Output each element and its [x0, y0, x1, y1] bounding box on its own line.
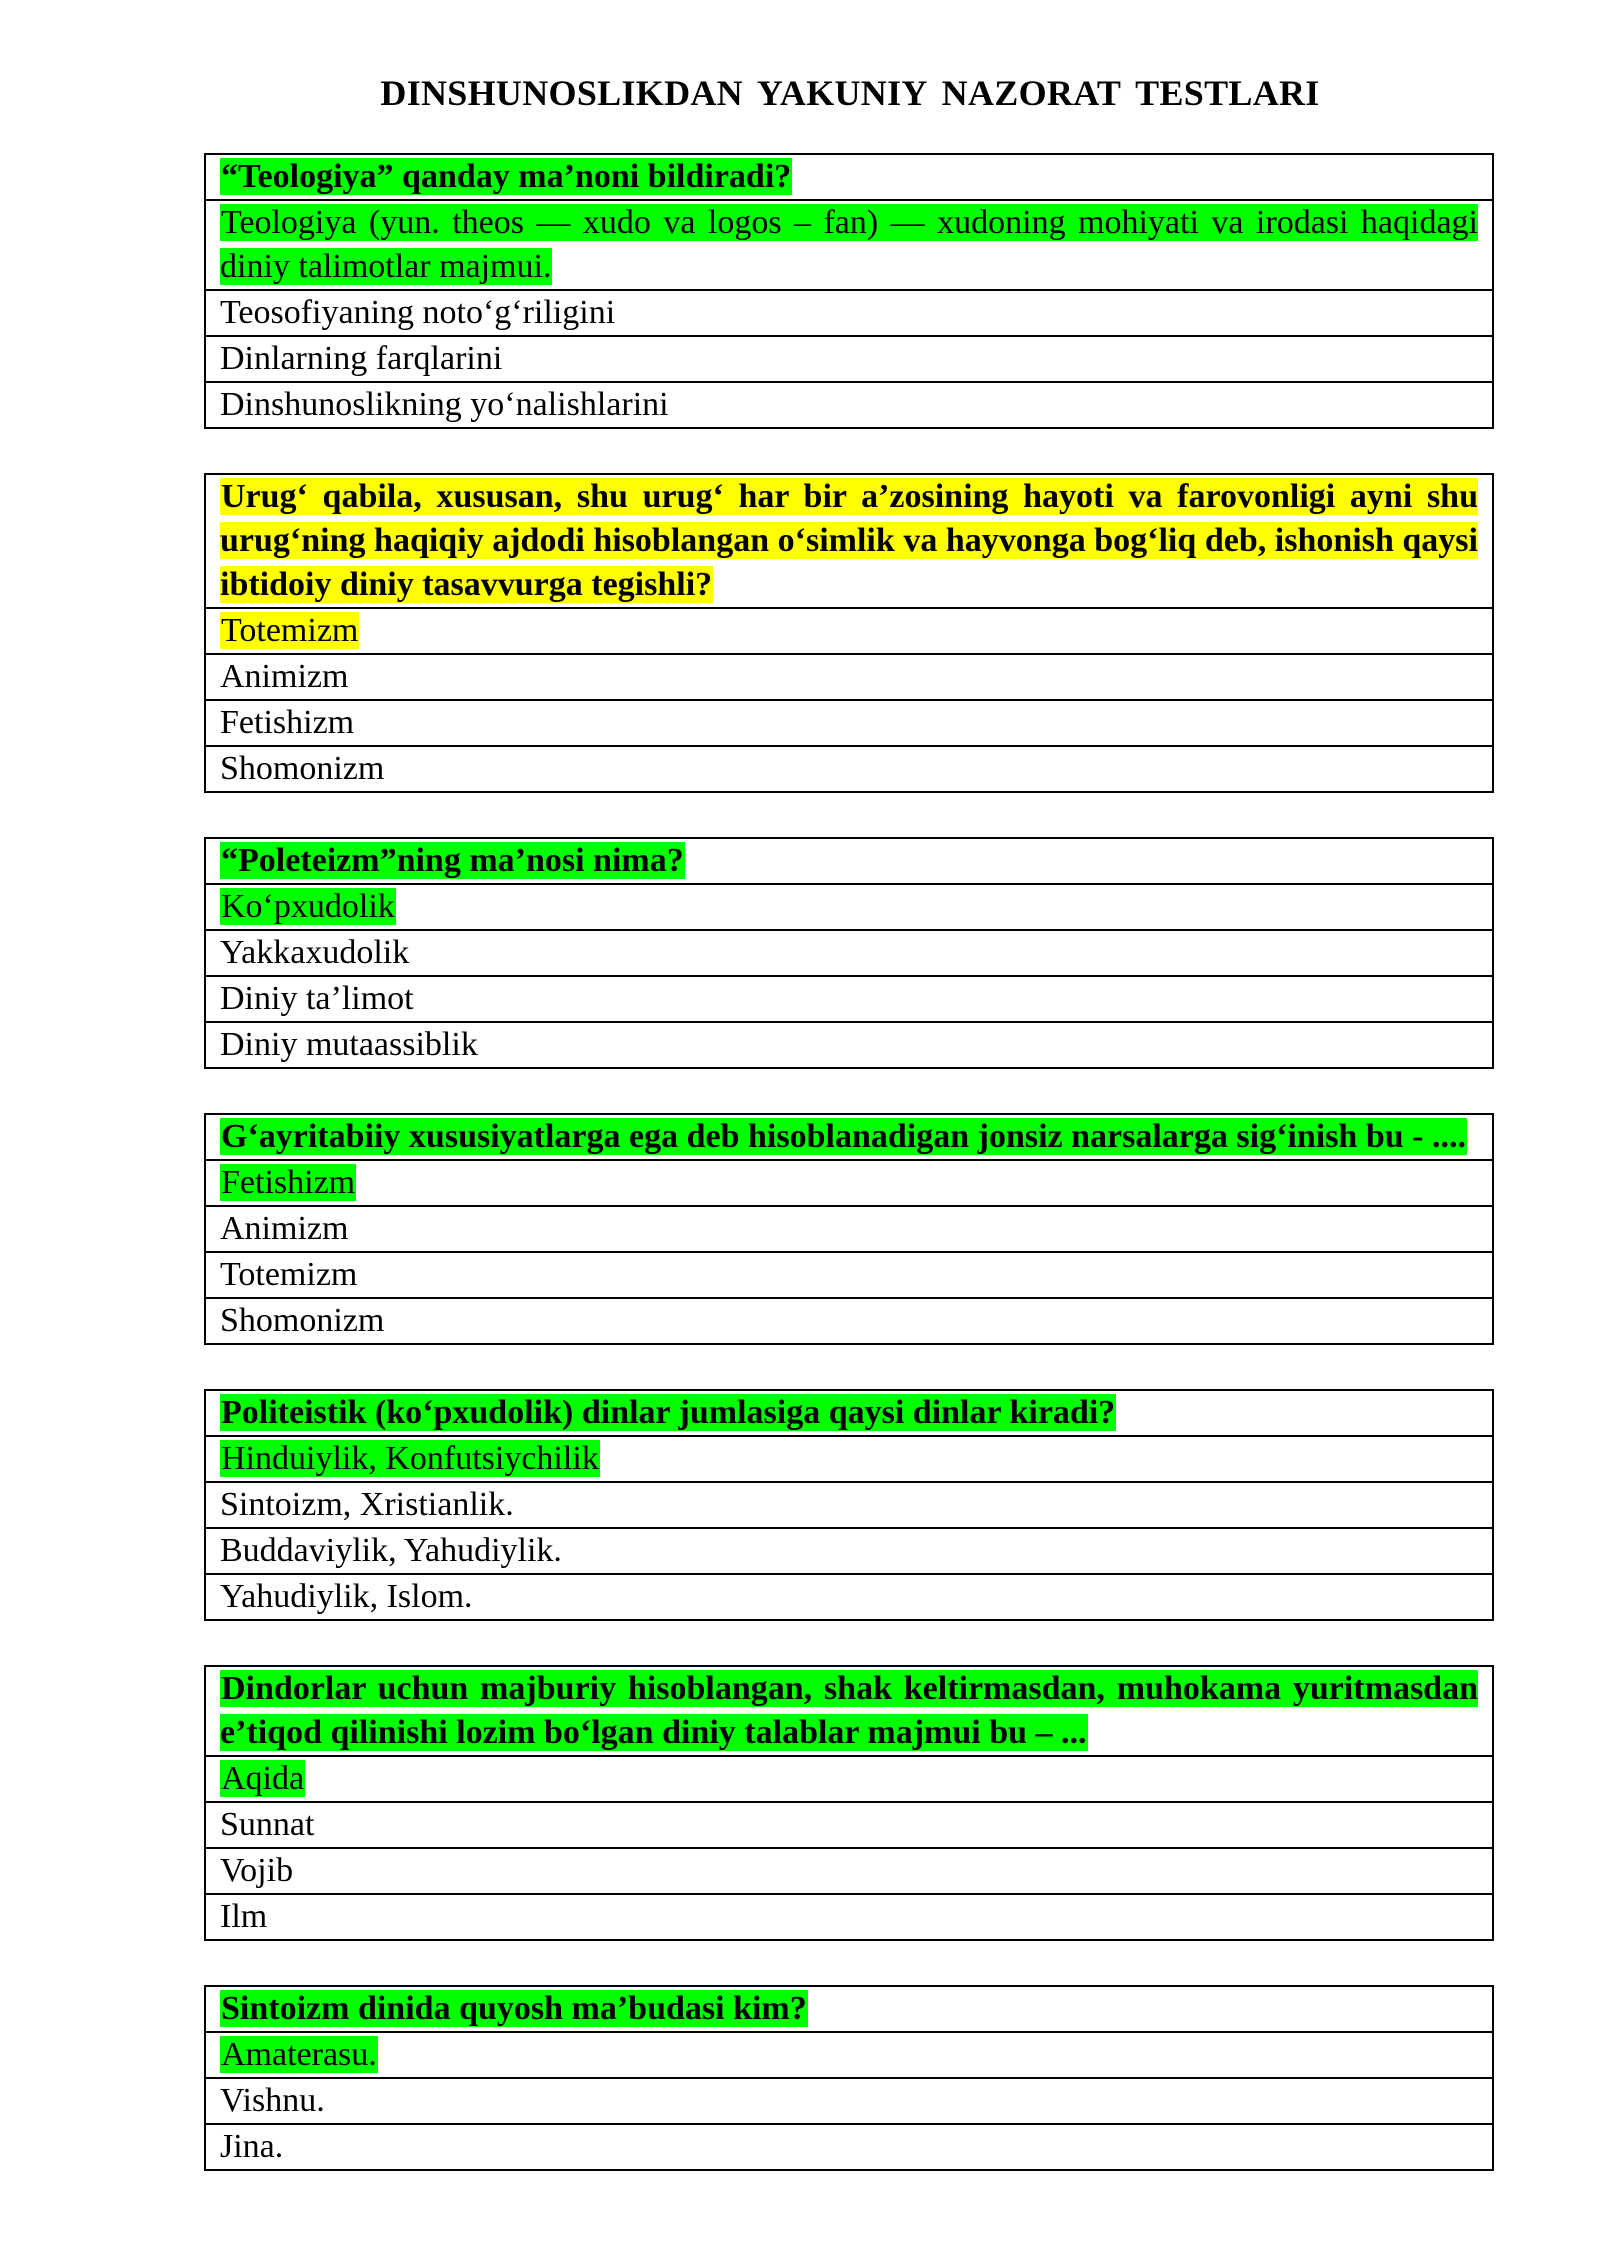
question-block	[204, 1985, 1494, 2171]
answer-cell	[205, 700, 1493, 746]
question-cell	[205, 838, 1493, 884]
answer-cell	[205, 1252, 1493, 1298]
correct-answer-text: Amaterasu.	[221, 2036, 377, 2073]
answer-cell	[205, 746, 1493, 792]
answer-row	[205, 2032, 1493, 2078]
answer-row	[205, 1528, 1493, 1574]
answer-cell	[205, 1894, 1493, 1940]
correct-answer-text: Aqida	[221, 1760, 305, 1797]
question-cell	[205, 474, 1493, 608]
answer-cell	[205, 976, 1493, 1022]
question-cell	[205, 1666, 1493, 1756]
answer-row	[205, 1894, 1493, 1940]
answer-text: Jina.	[220, 2128, 284, 2165]
answer-text: Animizm	[220, 658, 349, 695]
correct-answer-text: Totemizm	[221, 612, 359, 649]
correct-answer-cell	[205, 2032, 1493, 2078]
question-text: “Teologiya” qanday ma’noni bildiradi?	[221, 158, 792, 195]
answer-cell	[205, 336, 1493, 382]
correct-answer-text: Ko‘pxudolik	[221, 888, 395, 925]
question-row	[205, 1114, 1493, 1160]
answer-cell	[205, 654, 1493, 700]
answer-text: Sunnat	[220, 1806, 315, 1843]
answer-cell	[205, 1574, 1493, 1620]
answer-cell	[205, 930, 1493, 976]
question-text: Urug‘ qabila, xususan, shu urug‘ har bir a’zosining hayoti va farovonligi ayni shu urug‘ning haqiqiy ajdodi hisoblangan o‘simlik va hayvonga bog‘liq deb, ishonish qaysi ibtidoiy diniy tasavvurga tegishli?	[220, 478, 1478, 603]
question-cell	[205, 154, 1493, 200]
question-row	[205, 838, 1493, 884]
correct-answer-cell	[205, 1160, 1493, 1206]
answer-row	[205, 1802, 1493, 1848]
correct-answer-cell	[205, 884, 1493, 930]
answer-text: Ilm	[220, 1898, 268, 1935]
question-row	[205, 1390, 1493, 1436]
answer-text: Diniy mutaassiblik	[220, 1026, 478, 1063]
correct-answer-cell	[205, 200, 1493, 290]
question-block	[204, 153, 1494, 429]
answer-text: Fetishizm	[220, 704, 355, 741]
answer-row	[205, 1756, 1493, 1802]
answer-text: Vishnu.	[220, 2082, 325, 2119]
question-row	[205, 154, 1493, 200]
answer-row	[205, 1160, 1493, 1206]
correct-answer-text: Hinduiylik, Konfutsiychilik	[221, 1440, 599, 1477]
answer-text: Shomonizm	[220, 1302, 385, 1339]
answer-cell	[205, 1802, 1493, 1848]
answer-cell	[205, 2124, 1493, 2170]
answer-text: Vojib	[220, 1852, 294, 1889]
question-row	[205, 1666, 1493, 1756]
answer-text: Yahudiylik, Islom.	[220, 1578, 473, 1615]
answer-row	[205, 1436, 1493, 1482]
question-text: Sintoizm dinida quyosh ma’budasi kim?	[221, 1990, 807, 2027]
answer-text: Animizm	[220, 1210, 349, 1247]
answer-row	[205, 200, 1493, 290]
answer-cell	[205, 1022, 1493, 1068]
correct-answer-cell	[205, 1756, 1493, 1802]
question-row	[205, 1986, 1493, 2032]
question-text: Politeistik (ko‘pxudolik) dinlar jumlasiga qaysi dinlar kiradi?	[221, 1394, 1116, 1431]
answer-row	[205, 608, 1493, 654]
correct-answer-cell	[205, 608, 1493, 654]
answer-cell	[205, 1482, 1493, 1528]
question-block	[204, 1389, 1494, 1621]
question-block	[204, 837, 1494, 1069]
answer-cell	[205, 382, 1493, 428]
answer-row	[205, 336, 1493, 382]
question-cell	[205, 1986, 1493, 2032]
page-title: DINSHUNOSLIKDAN YAKUNIY NAZORAT TESTLARI	[380, 73, 1320, 113]
answer-row	[205, 1482, 1493, 1528]
answer-row	[205, 382, 1493, 428]
answer-text: Yakkaxudolik	[220, 934, 410, 971]
question-block	[204, 473, 1494, 793]
answer-row	[205, 290, 1493, 336]
question-block	[204, 1113, 1494, 1345]
answer-text: Sintoizm, Xristianlik.	[220, 1486, 514, 1523]
answer-row	[205, 1252, 1493, 1298]
answer-text: Dinlarning farqlarini	[220, 340, 503, 377]
answer-text: Buddaviylik, Yahudiylik.	[220, 1532, 562, 1569]
answer-row	[205, 700, 1493, 746]
answer-text: Teosofiyaning noto‘g‘riligini	[220, 294, 616, 331]
question-cell	[205, 1390, 1493, 1436]
answer-cell	[205, 290, 1493, 336]
answer-row	[205, 2124, 1493, 2170]
answer-row	[205, 1206, 1493, 1252]
answer-row	[205, 1848, 1493, 1894]
answer-cell	[205, 1206, 1493, 1252]
question-list	[204, 153, 1494, 2215]
correct-answer-cell	[205, 1436, 1493, 1482]
question-text: Dindorlar uchun majburiy hisoblangan, shak keltirmasdan, muhokama yuritmasdan e’tiqod qilinishi lozim bo‘lgan diniy talablar majmui bu – ...	[220, 1670, 1478, 1751]
answer-text: Dinshunoslikning yo‘nalishlarini	[220, 386, 669, 423]
answer-text: Shomonizm	[220, 750, 385, 787]
answer-row	[205, 1574, 1493, 1620]
question-block	[204, 1665, 1494, 1941]
answer-cell	[205, 1298, 1493, 1344]
answer-text: Totemizm	[220, 1256, 358, 1293]
question-text: G‘ayritabiiy xususiyatlarga ega deb hisoblanadigan jonsiz narsalarga sig‘inish bu - ....	[221, 1118, 1466, 1155]
answer-cell	[205, 1848, 1493, 1894]
correct-answer-text: Fetishizm	[221, 1164, 356, 1201]
question-cell	[205, 1114, 1493, 1160]
answer-row	[205, 2078, 1493, 2124]
answer-row	[205, 654, 1493, 700]
answer-row	[205, 1298, 1493, 1344]
question-text: “Poleteizm”ning ma’nosi nima?	[221, 842, 684, 879]
answer-cell	[205, 1528, 1493, 1574]
answer-row	[205, 930, 1493, 976]
answer-cell	[205, 2078, 1493, 2124]
answer-row	[205, 1022, 1493, 1068]
answer-row	[205, 746, 1493, 792]
correct-answer-text: Teologiya (yun. theos — xudo va logos – fan) — xudoning mohiyati va irodasi haqidagi diniy talimotlar majmui.	[220, 204, 1478, 285]
answer-text: Diniy ta’limot	[220, 980, 414, 1017]
answer-row	[205, 976, 1493, 1022]
question-row	[205, 474, 1493, 608]
answer-row	[205, 884, 1493, 930]
